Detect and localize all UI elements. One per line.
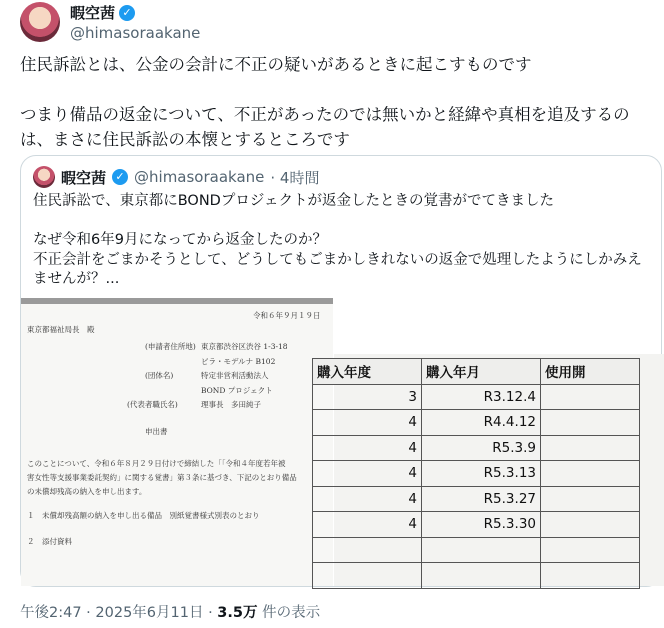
doc-date: 令和６年９月１９日 [253,311,321,320]
scan-border [21,298,333,304]
cell-year: 4 [313,486,422,512]
tweet-text: 住民訴訟とは、公金の会計に不正の疑いがあるときに起こすものです つまり備品の返金について、不正があったのでは無いかと経緯や真相を追及するのは、まさに住民訴訟の本懐とするところです [20,55,630,149]
cell-month: R4.4.12 [422,410,541,436]
views-label: 件の表示 [257,605,321,621]
table-row [313,435,640,461]
author-name[interactable]: 暇空茜 [70,4,116,22]
table-row [313,563,640,589]
tweet-meta [20,601,320,622]
author-handle[interactable]: @himasoraakane [70,24,201,42]
doc-para1: このことについて、令和６年８月２９日付けで締結した「「令和４年度若年被 [27,459,286,468]
cell-year: 4 [313,512,422,538]
table-row [313,410,640,436]
quoted-tweet-text: 住民訴訟で、東京都にBONDプロジェクトが返金したときの覚書がでてきました なぜ令和6年9月になってから返金したのか？ 不正会計をごまかそうとして、どうしてもごまかしきれないの返金で処理したようにしかみえませんが？... [33,193,642,287]
cell-year: 4 [313,435,422,461]
cell-month: R5.3.9 [422,435,541,461]
purchase-table [312,358,640,589]
cell-empty [541,461,640,487]
doc-address-label: (申請者住所地) [145,342,196,351]
cell-month: R5.3.13 [422,461,541,487]
verified-badge-icon: ✓ [119,5,135,21]
quoted-verified-badge-icon: ✓ [112,169,128,185]
document-image-request[interactable] [21,298,333,586]
cell-year [313,563,422,589]
cell-month [422,563,541,589]
cell-month [422,537,541,563]
doc-item2: ２ 添付資料 [27,537,72,546]
cell-month: R5.3.30 [422,512,541,538]
views-count: 3.5万 [217,605,258,621]
author-avatar[interactable] [20,2,60,42]
cell-empty [541,486,640,512]
quoted-time: · 4時間 [270,168,320,187]
doc-rep-label: (代表者職氏名) [127,400,178,409]
cell-empty [541,435,640,461]
cell-year: 4 [313,410,422,436]
author-header [70,2,200,42]
doc-address: 東京都渋谷区渋谷 1-3-18 [201,342,288,351]
table-row [313,512,640,538]
cell-empty [541,384,640,410]
cell-empty [541,563,640,589]
quoted-tweet[interactable] [20,155,662,587]
table-row [313,461,640,487]
cell-empty [541,512,640,538]
cell-month: R5.3.27 [422,486,541,512]
doc-building: ビラ・モデルナ B102 [201,357,276,366]
doc-para2: 害女性等支援事業委託契約」に関する覚書」第３条に基づき、下記のとおり備品 [27,473,297,482]
cell-year: 3 [313,384,422,410]
doc-title: 申出書 [145,427,168,436]
quoted-author-name: 暇空茜 [61,168,107,187]
doc-org-name: BOND プロジェクト [201,386,273,395]
table-row [313,384,640,410]
doc-para3: の未償却残高の納入を申し出ます。 [27,487,147,496]
table-header-row [313,359,640,385]
cell-empty [541,537,640,563]
doc-item1: １ 未償却残高額の納入を申し出る備品 別紙覚書様式別表のとおり [27,511,260,520]
doc-rep: 理事長 多田純子 [201,400,261,409]
cell-empty [541,410,640,436]
tweet-timestamp[interactable]: 午後2:47 · 2025年6月11日 · [20,605,218,621]
col-purchase-year: 購入年度 [313,359,422,385]
document-image-table[interactable] [317,354,664,586]
cell-year: 4 [313,461,422,487]
doc-org-type: 特定非営利活動法人 [201,371,269,380]
quoted-tweet-header [33,166,319,188]
table-row [313,486,640,512]
col-use-start: 使用開 [541,359,640,385]
col-purchase-month: 購入年月 [422,359,541,385]
cell-year [313,537,422,563]
table-row [313,537,640,563]
doc-org-label: (団体名) [145,371,174,380]
quoted-author-handle: @himasoraakane [134,168,265,186]
quoted-author-avatar [33,166,55,188]
cell-month: R3.12.4 [422,384,541,410]
doc-addressee: 東京都福祉局長 殿 [27,325,95,334]
